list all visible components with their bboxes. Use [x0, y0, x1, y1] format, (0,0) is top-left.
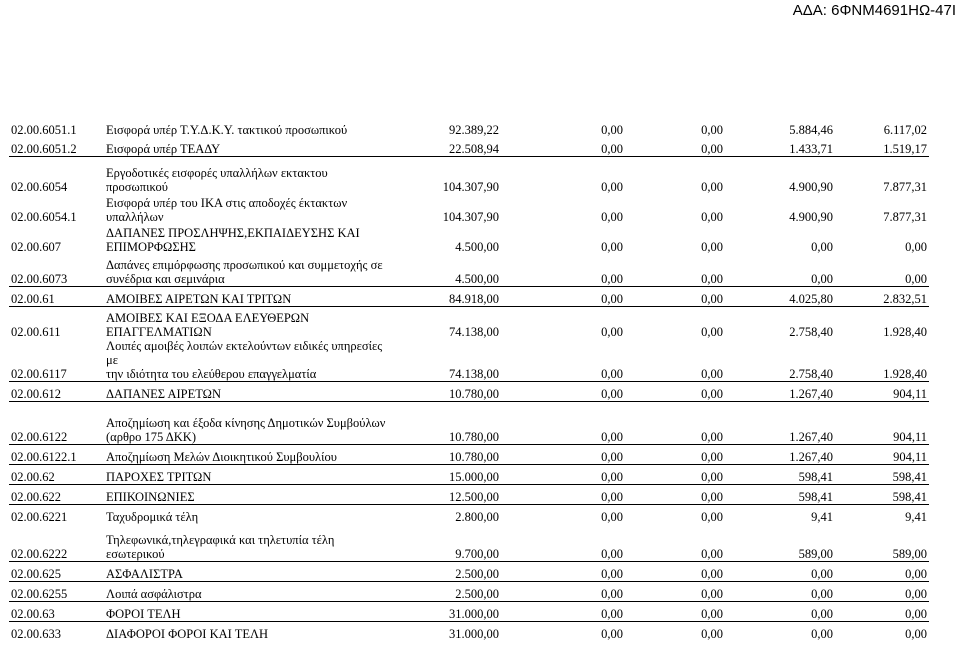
description-line: Λοιπές αμοιβές λοιπών εκτελούντων ειδικές υπηρεσίες με	[106, 339, 383, 367]
table-row	[9, 445, 929, 465]
account-code: 02.00.6051.2	[9, 137, 104, 157]
amount-cell: 0,00	[601, 240, 623, 254]
account-description	[104, 622, 394, 642]
account-description	[104, 533, 394, 562]
amount-cell: 4.900,90	[789, 210, 833, 224]
amount-cell: 1.519,17	[835, 137, 929, 157]
amount-cell: 0,00	[501, 533, 625, 562]
row-spacer	[9, 524, 929, 533]
amount-cell: 904,11	[835, 445, 929, 465]
amount-cell: 0,00	[601, 510, 623, 524]
account-description	[104, 287, 394, 307]
amount-cell: 0,00	[501, 382, 625, 402]
account-code: 02.00.6221	[11, 510, 68, 524]
account-description	[104, 382, 394, 402]
amount-cell: 0,00	[701, 240, 723, 254]
amount-cell: 15.000,00	[394, 465, 501, 485]
account-code: 02.00.6222	[9, 533, 104, 562]
amount-cell: 0,00	[501, 339, 625, 382]
amount-cell: 1.928,40	[835, 339, 929, 382]
amount-cell: 0,00	[835, 582, 929, 602]
amount-cell: 0,00	[601, 123, 623, 137]
amount-cell: 589,00	[725, 533, 835, 562]
account-description	[104, 505, 394, 525]
amount-cell: 0,00	[601, 627, 623, 641]
table-row	[9, 339, 929, 382]
amount-cell: 0,00	[625, 445, 725, 465]
amount-cell: 598,41	[725, 465, 835, 485]
amount-cell: 0,00	[701, 210, 723, 224]
amount-cell: 0,00	[625, 485, 725, 505]
amount-cell: 6.117,02	[883, 123, 927, 137]
account-code: 02.00.6255	[9, 582, 104, 602]
account-code: 02.00.63	[9, 602, 104, 622]
amount-cell: 0,00	[625, 287, 725, 307]
account-description	[104, 485, 394, 505]
amount-cell: 0,00	[625, 339, 725, 382]
amount-cell: 10.780,00	[394, 382, 501, 402]
amount-cell: 0,00	[835, 562, 929, 582]
table-row	[9, 602, 929, 622]
amount-cell: 0,00	[601, 180, 623, 194]
amount-cell: 1.267,40	[789, 430, 833, 444]
amount-cell: 0,00	[601, 325, 623, 339]
description-line: Εισφορά υπέρ του ΙΚΑ στις αποδοχές έκτακτων	[106, 196, 348, 210]
description-line: υπαλλήλων	[106, 210, 164, 224]
amount-cell: 22.508,94	[394, 137, 501, 157]
amount-cell: 2.758,40	[725, 339, 835, 382]
amount-cell: 0,00	[625, 562, 725, 582]
amount-cell: 0,00	[725, 254, 835, 287]
account-description	[104, 224, 394, 254]
account-description	[104, 465, 394, 485]
account-code: 02.00.6054	[11, 180, 68, 194]
account-code: 02.00.6051.1	[11, 123, 77, 137]
account-description	[104, 307, 394, 340]
account-code: 02.00.62	[9, 465, 104, 485]
amount-cell: 84.918,00	[394, 287, 501, 307]
description-line: ΦΟΡΟΙ ΤΕΛΗ	[106, 607, 181, 621]
description-line: ΔΙΑΦΟΡΟΙ ΦΟΡΟΙ ΚΑΙ ΤΕΛΗ	[106, 627, 269, 641]
account-code: 02.00.6073	[9, 254, 104, 287]
amount-cell: 5.884,46	[789, 123, 833, 137]
amount-cell: 0,00	[905, 240, 927, 254]
row-spacer	[9, 157, 929, 167]
account-code: 02.00.625	[9, 562, 104, 582]
amount-cell: 0,00	[625, 465, 725, 485]
amount-cell: 0,00	[601, 430, 623, 444]
description-line: ΑΜΟΙΒΕΣ ΚΑΙ ΕΞΟΔΑ ΕΛΕΥΘΕΡΩΝ	[106, 311, 310, 325]
amount-cell: 0,00	[905, 627, 927, 641]
account-description	[104, 194, 394, 224]
amount-cell: 104.307,90	[442, 210, 499, 224]
amount-cell: 4.500,00	[455, 240, 499, 254]
amount-cell: 74.138,00	[394, 339, 501, 382]
amount-cell: 904,11	[835, 382, 929, 402]
account-code: 02.00.6122	[11, 430, 68, 444]
amount-cell: 0,00	[501, 602, 625, 622]
amount-cell: 2.800,00	[455, 510, 499, 524]
amount-cell: 0,00	[625, 602, 725, 622]
table-row	[9, 254, 929, 287]
account-code: 02.00.622	[9, 485, 104, 505]
amount-cell: 0,00	[701, 123, 723, 137]
amount-cell: 0,00	[501, 137, 625, 157]
amount-cell: 0,00	[701, 325, 723, 339]
amount-cell: 0,00	[501, 287, 625, 307]
amount-cell: 0,00	[501, 465, 625, 485]
amount-cell: 74.138,00	[449, 325, 499, 339]
amount-cell: 4.500,00	[394, 254, 501, 287]
account-description	[104, 562, 394, 582]
account-description	[104, 402, 394, 445]
description-line: συνέδρια και σεμινάρια	[106, 272, 225, 286]
amount-cell: 0,00	[701, 627, 723, 641]
amount-cell: 0,00	[625, 382, 725, 402]
amount-cell: 0,00	[701, 430, 723, 444]
table-row	[9, 505, 929, 525]
description-line: Εισφορά υπέρ Τ.Υ.Δ.Κ.Υ. τακτικού προσωπικού	[106, 123, 348, 137]
amount-cell: 1.928,40	[883, 325, 927, 339]
account-description	[104, 166, 394, 194]
table-row	[9, 562, 929, 582]
amount-cell: 0,00	[625, 582, 725, 602]
amount-cell: 92.389,22	[449, 123, 499, 137]
amount-cell: 0,00	[811, 627, 833, 641]
amount-cell: 0,00	[601, 210, 623, 224]
table-row	[9, 137, 929, 157]
account-description	[104, 582, 394, 602]
table-row	[9, 382, 929, 402]
amount-cell: 0,00	[835, 254, 929, 287]
description-line: Τηλεφωνικά,τηλεγραφικά και τηλετυπία τέλη εσωτερικού	[106, 533, 335, 561]
table-row	[9, 224, 929, 254]
description-line: ΔΑΠΑΝΕΣ ΠΡΟΣΛΗΨΗΣ,ΕΚΠΑΙΔΕΥΣΗΣ ΚΑΙ	[106, 226, 360, 240]
account-code: 02.00.611	[11, 325, 61, 339]
amount-cell: 2.832,51	[835, 287, 929, 307]
amount-cell: 0,00	[701, 180, 723, 194]
amount-cell: 0,00	[501, 445, 625, 465]
table-row	[9, 485, 929, 505]
amount-cell: 4.900,90	[789, 180, 833, 194]
amount-cell: 9,41	[905, 510, 927, 524]
description-line: ΠΑΡΟΧΕΣ ΤΡΙΤΩΝ	[106, 470, 212, 484]
account-description	[104, 137, 394, 157]
amount-cell: 1.267,40	[725, 382, 835, 402]
table-row	[9, 533, 929, 562]
account-description	[104, 254, 394, 287]
account-code: 02.00.6117	[9, 339, 104, 382]
description-line: ΑΣΦΑΛΙΣΤΡΑ	[106, 567, 183, 581]
amount-cell: 0,00	[625, 254, 725, 287]
amount-cell: 598,41	[835, 485, 929, 505]
description-line: ΕΠΙΜΟΡΦΩΣΗΣ	[106, 240, 196, 254]
amount-cell: 9.700,00	[394, 533, 501, 562]
amount-cell: 1.433,71	[725, 137, 835, 157]
description-line: ΔΑΠΑΝΕΣ ΑΙΡΕΤΩΝ	[106, 387, 221, 401]
amount-cell: 31.000,00	[449, 627, 499, 641]
table-row	[9, 166, 929, 194]
description-line: (αρθρο 175 ΔΚΚ)	[106, 430, 196, 444]
table-row	[9, 194, 929, 224]
account-description	[104, 602, 394, 622]
account-description	[104, 118, 394, 137]
table-row	[9, 118, 929, 137]
table-row	[9, 287, 929, 307]
amount-cell: 2.500,00	[394, 562, 501, 582]
amount-cell: 0,00	[701, 510, 723, 524]
budget-table	[9, 118, 929, 641]
description-line: Εργοδοτικές εισφορές υπαλλήλων εκτακτου προσωπικού	[106, 166, 328, 194]
description-line: Δαπάνες επιμόρφωσης προσωπικού και συμμετοχής σε	[106, 258, 383, 272]
amount-cell: 0,00	[811, 240, 833, 254]
description-line: Αποζημίωση και έξοδα κίνησης Δημοτικών Συμβούλων	[106, 416, 386, 430]
account-code: 02.00.612	[9, 382, 104, 402]
amount-cell: 0,00	[725, 582, 835, 602]
description-line: ΑΜΟΙΒΕΣ ΑΙΡΕΤΩΝ ΚΑΙ ΤΡΙΤΩΝ	[106, 292, 292, 306]
description-line: Λοιπά ασφάλιστρα	[106, 587, 202, 601]
table-row	[9, 402, 929, 445]
description-line: Ταχυδρομικά τέλη	[106, 510, 199, 524]
table-row	[9, 622, 929, 642]
amount-cell: 0,00	[501, 582, 625, 602]
table-row	[9, 307, 929, 340]
amount-cell: 4.025,80	[725, 287, 835, 307]
account-description	[104, 445, 394, 465]
table-row	[9, 465, 929, 485]
amount-cell: 0,00	[501, 562, 625, 582]
amount-cell: 10.780,00	[449, 430, 499, 444]
account-description	[104, 339, 394, 382]
amount-cell: 0,00	[835, 602, 929, 622]
amount-cell: 0,00	[725, 602, 835, 622]
amount-cell: 904,11	[893, 430, 927, 444]
table-row	[9, 582, 929, 602]
amount-cell: 0,00	[725, 562, 835, 582]
amount-cell: 0,00	[501, 254, 625, 287]
amount-cell: 10.780,00	[394, 445, 501, 465]
amount-cell: 7.877,31	[883, 180, 927, 194]
amount-cell: 0,00	[501, 485, 625, 505]
amount-cell: 104.307,90	[442, 180, 499, 194]
description-line: Αποζημίωση Μελών Διοικητικού Συμβουλίου	[106, 450, 337, 464]
amount-cell: 12.500,00	[394, 485, 501, 505]
amount-cell: 589,00	[835, 533, 929, 562]
amount-cell: 2.500,00	[394, 582, 501, 602]
account-code: 02.00.6122.1	[9, 445, 104, 465]
description-line: ΕΠΙΚΟΙΝΩΝΙΕΣ	[106, 490, 195, 504]
amount-cell: 2.758,40	[789, 325, 833, 339]
amount-cell: 1.267,40	[725, 445, 835, 465]
account-code: 02.00.607	[11, 240, 61, 254]
amount-cell: 0,00	[625, 533, 725, 562]
description-line: την ιδιότητα του ελεύθερου επαγγελματία	[106, 367, 317, 381]
account-code: 02.00.633	[11, 627, 61, 641]
document-id-watermark: ΑΔΑ: 6ΦΝΜ4691ΗΩ-47Ι	[792, 2, 956, 19]
amount-cell: 31.000,00	[394, 602, 501, 622]
account-code: 02.00.6054.1	[11, 210, 77, 224]
amount-cell: 0,00	[625, 137, 725, 157]
account-code: 02.00.61	[9, 287, 104, 307]
amount-cell: 7.877,31	[883, 210, 927, 224]
description-line: Εισφορά υπέρ ΤΕΑΔΥ	[106, 142, 221, 156]
amount-cell: 9,41	[811, 510, 833, 524]
amount-cell: 598,41	[725, 485, 835, 505]
amount-cell: 598,41	[835, 465, 929, 485]
description-line: ΕΠΑΓΓΕΛΜΑΤΙΩΝ	[106, 325, 212, 339]
